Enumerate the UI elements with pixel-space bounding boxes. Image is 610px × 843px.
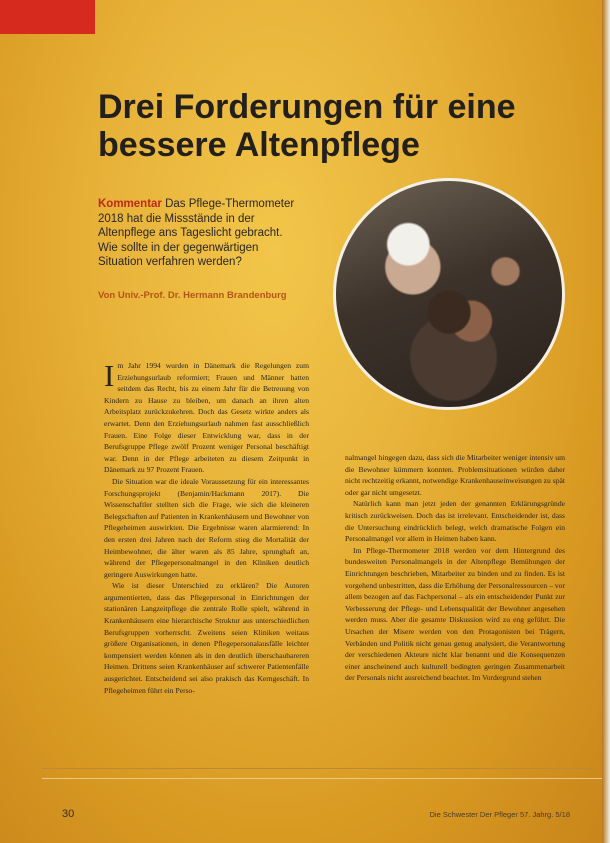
paragraph: Im Jahr 1994 wurden in Dänemark die Regelungen zum Erziehungsurlaub reformiert; Frauen und Männer hatten seitdem das Recht, bis zu einem Jahr für die Betreuung von Kindern zu Hause zu bleiben, um danach an ihren alten Arbeitsplatz zurückzukehren. Doch das Gesetz wirkte anders als erwartet. Denn den Erziehungsurlaub nahmen fast ausschließlich Frauen. Eine Folge dieser Entwicklung war, dass in der Berufsgruppe Pflege zwölf Prozent weniger Personal beschäftigt war. Denn in der Pflege arbeiteten zu diesem Zeitpunkt in Dänemark zu 97 Prozent Frauen. bbox=[104, 358, 309, 475]
article-byline: Von Univ.-Prof. Dr. Hermann Brandenburg bbox=[98, 290, 287, 301]
article-photo bbox=[333, 178, 565, 410]
page-number: 30 bbox=[62, 808, 75, 820]
intro-text: Das Pflege-Thermometer 2018 hat die Missstände in der Altenpflege ans Tageslicht gebracht. Wie sollte in der gegenwärtigen Situation verfahren werden? bbox=[98, 198, 295, 268]
article-intro bbox=[98, 197, 298, 270]
footer-rule bbox=[42, 768, 592, 769]
article-headline: Drei Forderungen für eine bessere Altenpflege bbox=[98, 88, 516, 164]
footer-rule-light bbox=[42, 778, 602, 779]
paragraph: Im Pflege-Thermometer 2018 werden vor dem Hintergrund des bundesweiten Personalmangels in der Altenpflege Bemühungen der Einrichtungen beschrieben, Mitarbeiter zu binden und zu finden. Es ist vorgehend unbestritten, dass die Erhöhung der Personalressourcen – vor allem bezogen auf das Fachpersonal – als ein entscheidender Punkt zur Verbesserung der Pflege- und Lebensqualität der Bewohner angesehen werden muss. Aber die gesamte Diskussion wird zu eng geführt. Die Ursachen der Misere werden von den Protagonisten bei Trägern, Verbänden und Politik nicht genau genug analysiert, die Verantwortung der verschiedenen Akteure nicht klar benannt und die Konsequenzen einer anscheinend auch kulturell bedingten geringen Zusammenarbeit der Personals nicht ausreichend beachtet. Im Vordergrund stehen bbox=[345, 545, 565, 683]
red-corner-tab bbox=[0, 0, 95, 34]
paragraph: Wie ist dieser Unterschied zu erklären? Die Autoren argumentierten, dass das Pflegepersonal in Einrichtungen der stationären Langzeitpflege die zentrale Rolle spielt, während in Krankenhäusern eine hierarchische Struktur aus unterschiedlichen Berufsgruppen vorherrscht. Zweitens seien Kliniken weitaus größere Organisationen, in denen Pflegepersonalausfälle leichter kompensiert werden können als in den deutlich überschaubareren Heimen. Drittens seien Krankenhäuser auf schwerer Patientenfälle ausgerichtet. Entscheidend sei also prakisch das Kerngeschäft. In Pflegeheimen führt ein Perso- bbox=[104, 581, 309, 695]
intro-kicker: Kommentar bbox=[98, 198, 162, 210]
paragraph: nalmangel hingegen dazu, dass sich die Mitarbeiter weniger intensiv um die Bewohner kümmern konnten. Problemsituationen würden daher nicht rechtzeitig erkannt, notwendige Krankenhauseinweisungen zu spät oder gar nicht umgesetzt. bbox=[345, 453, 565, 497]
paragraph: Die Situation war die ideale Voraussetzung für ein interessantes Forschungsprojekt (Benjamin/Hackmann 2017). Die Wissenschaftler stellten sich die Frage, wie sich die kleineren Belegschaften auf Patienten in Krankenhäusern und Bewohner von Pflegeheimen auswirkten. Die Ergebnisse waren alarmierend: In den ersten drei Jahren nach der Reform stieg die Mortalität der Heimbewohner, die älter waren als 85 Jahre, sprunghaft an, während der Pflegepersonalmangel in den Kliniken deutlich geringere Auswirkungen hatte. bbox=[104, 476, 309, 579]
text-column-1 bbox=[104, 360, 309, 696]
page-edge bbox=[602, 0, 610, 843]
drop-cap: I bbox=[104, 358, 115, 393]
text-column-2 bbox=[345, 452, 565, 684]
paragraph: Natürlich kann man jetzt jeden der genannten Erklärungsgründe kritisch zurückweisen. Doch das ist irrelevant. Entscheidender ist, dass die Untersuchung eindrücklich belegt, welch dramatische Folgen ein Personalmangel vor allem in Heimen haben kann. bbox=[345, 499, 565, 544]
journal-reference: Die Schwester Der Pfleger 57. Jahrg. 5/18 bbox=[429, 810, 570, 819]
